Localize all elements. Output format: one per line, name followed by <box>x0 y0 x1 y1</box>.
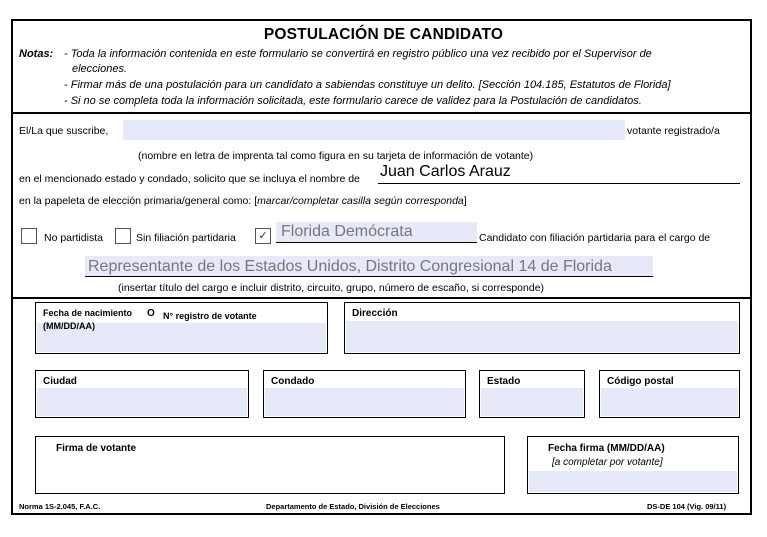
note-1: - Toda la información contenida en este formulario se convertirá en registro público una vez recibido por el Supervisor de <box>64 48 652 60</box>
signature-input[interactable] <box>37 457 503 492</box>
ballot-instruction: en la papeleta de elección primaria/general como: [marcar/completar casilla según corresponda] <box>19 195 467 207</box>
party-checkbox[interactable]: ✓ <box>255 228 271 244</box>
office-input[interactable]: Representante de los Estados Unidos, Distrito Congresional 14 de Florida <box>88 258 612 275</box>
footer-department: Departamento de Estado, División de Elecciones <box>266 502 440 511</box>
undersigned-hint: (nombre en letra de imprenta tal como figura en su tarjeta de información de votante) <box>138 150 534 162</box>
office-hint: (insertar título del cargo e incluir distrito, circuito, grupo, número de escaño, si corresponde) <box>118 282 545 294</box>
undersigned-suffix: votante registrado/a <box>627 125 720 137</box>
note-3: - Si no se completa toda la información solicitada, este formulario carece de validez para la Postulación de candidatos. <box>64 95 642 107</box>
address-box <box>344 302 740 354</box>
state-box <box>479 370 585 418</box>
footer-form-id: DS-DE 104 (Vig. 09/11) <box>647 502 727 511</box>
party-suffix: Candidato con filiación partidaria para el cargo de <box>479 232 711 244</box>
or-label: O <box>147 308 155 319</box>
state-input[interactable] <box>481 388 583 416</box>
zip-box <box>599 370 740 418</box>
sign-date-input[interactable] <box>529 471 737 492</box>
section-separator <box>13 297 750 299</box>
form-title: POSTULACIÓN DE CANDIDATO <box>263 26 504 43</box>
county-box <box>263 370 466 418</box>
no-party-checkbox[interactable] <box>115 228 131 244</box>
note-1-cont: elecciones. <box>72 63 128 75</box>
city-input[interactable] <box>37 388 247 416</box>
zip-label: Código postal <box>607 376 674 387</box>
notes-separator <box>13 112 750 114</box>
candidate-name-input[interactable]: Juan Carlos Arauz <box>380 163 511 180</box>
no-party-label: Sin filiación partidaria <box>136 232 236 244</box>
city-box <box>35 370 249 418</box>
address-label: Dirección <box>352 308 398 319</box>
state-label: Estado <box>487 376 521 387</box>
nonpartisan-checkbox[interactable] <box>21 228 37 244</box>
sign-date-hint: [a completar por votante] <box>552 457 663 468</box>
dob-box <box>35 302 328 354</box>
voter-name-input[interactable] <box>123 120 625 140</box>
signature-box <box>35 436 505 494</box>
footer-rule: Norma 1S-2.045, F.A.C. <box>19 502 101 511</box>
signature-label: Firma de votante <box>56 443 137 454</box>
note-2: - Firmar más de una postulación para un candidato a sabiendas constituye un delito. [Sección 104.185, Estatutos de Florida] <box>64 79 671 91</box>
city-label: Ciudad <box>43 376 77 387</box>
nonpartisan-label: No partidista <box>44 232 103 244</box>
sign-date-label: Fecha firma (MM/DD/AA) <box>548 443 665 454</box>
zip-input[interactable] <box>601 388 738 416</box>
sign-date-box <box>527 436 739 494</box>
undersigned-prefix: El/La que suscribe, <box>19 125 109 137</box>
dob-label: Fecha de nacimiento (MM/DD/AA) <box>43 308 133 331</box>
candidate-prefix: en el mencionado estado y condado, solicito que se incluya el nombre de <box>19 173 360 185</box>
party-input[interactable]: Florida Demócrata <box>281 223 413 240</box>
county-input[interactable] <box>265 388 464 416</box>
notes-label: Notas: <box>19 48 54 60</box>
county-label: Condado <box>271 376 315 387</box>
voter-reg-label: N° registro de votante <box>163 311 257 321</box>
address-input[interactable] <box>346 321 738 352</box>
